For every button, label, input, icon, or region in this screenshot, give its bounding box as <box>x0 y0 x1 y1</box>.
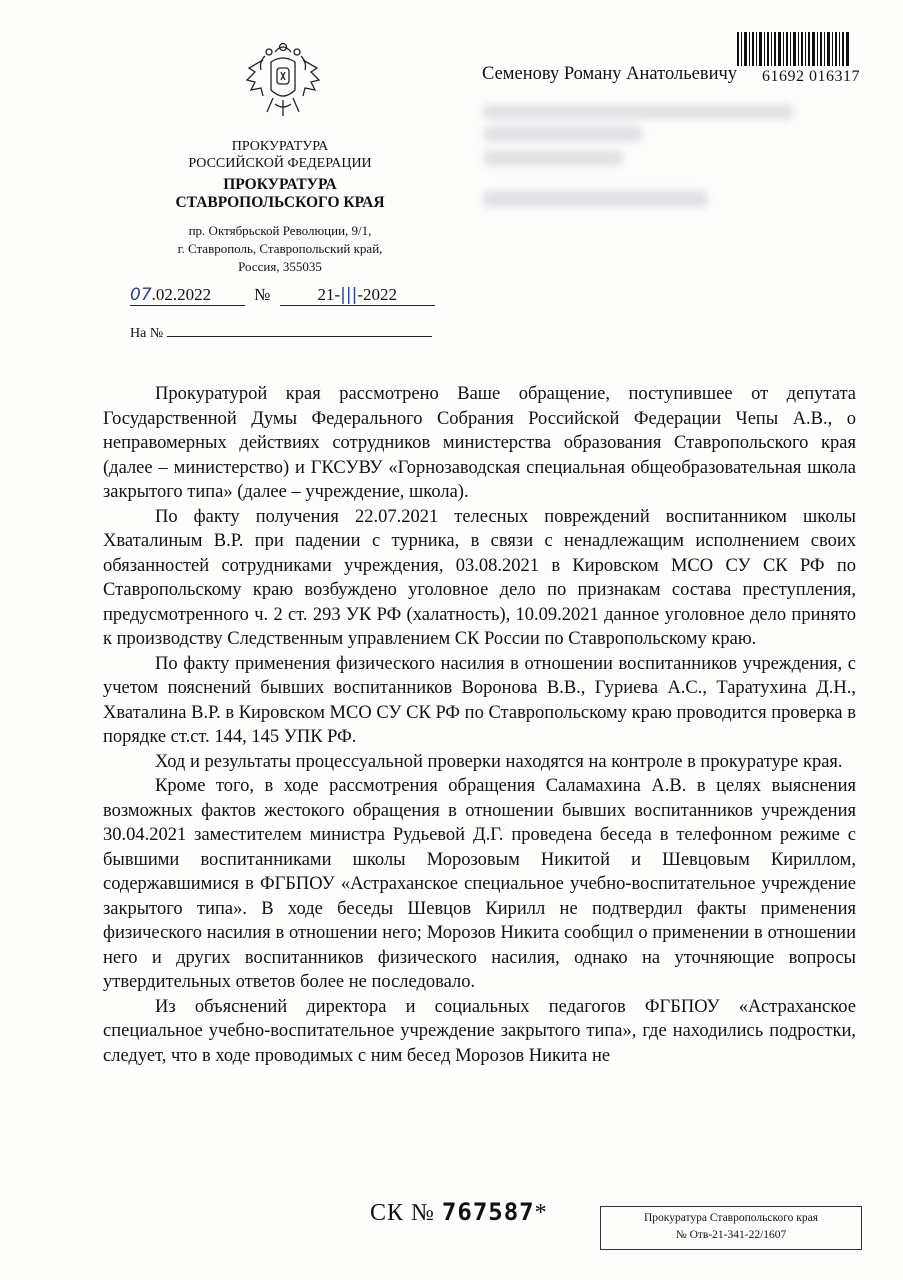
ck-label: СК № <box>370 1200 435 1226</box>
barcode-number: 61692 016317 <box>762 68 860 85</box>
agency-line2: РОССИЙСКОЙ ФЕДЕРАЦИИ <box>188 156 372 171</box>
number-handwritten: ||| <box>340 285 358 305</box>
registration-line <box>130 285 460 306</box>
number-suffix: -2022 <box>357 285 398 304</box>
ck-star: * <box>534 1200 548 1226</box>
stamp-line2: № Отв-21-341-22/1607 <box>675 1229 787 1241</box>
reply-blank <box>167 322 432 337</box>
office-name <box>150 176 410 212</box>
date-handwritten: 07 <box>130 285 152 305</box>
stamp-line1: Прокуратура Ставропольского края <box>644 1212 818 1224</box>
registration-date <box>130 285 245 306</box>
agency-name <box>150 138 410 172</box>
ck-serial <box>370 1198 548 1227</box>
ck-number: 767587 <box>441 1198 535 1226</box>
date-printed: .02.2022 <box>151 285 212 304</box>
redacted-address-line2 <box>483 126 643 142</box>
number-label: № <box>254 285 271 304</box>
reply-to-line <box>130 322 440 342</box>
reply-label: На № <box>130 326 164 341</box>
body-paragraph: Ход и результаты процессуальной проверки находятся на контроле в прокуратуре края. <box>155 751 843 772</box>
office-line2: СТАВРОПОЛЬСКОГО КРАЯ <box>175 194 385 211</box>
body-paragraph: Прокуратурой края рассмотрено Ваше обращение, поступившее от депутата Государственной Думы Федерального Собрания Российской Федерации Чепы А.В., о неправомерных действиях сотрудников министерства образования Ставропольского края (далее – министерство) и ГКСУВУ «Горнозаводская специальная общеобразовательная школа закрытого типа» (далее – учреждение, школа). <box>103 384 856 502</box>
number-printed: 21- <box>317 285 341 304</box>
address-line1: пр. Октябрьской Революции, 9/1, <box>188 223 372 238</box>
agency-line1: ПРОКУРАТУРА <box>231 139 329 154</box>
barcode <box>735 32 853 70</box>
redacted-address-line4 <box>483 190 708 208</box>
office-address <box>150 222 410 276</box>
registration-number <box>280 285 435 306</box>
body-paragraph: Из объяснений директора и социальных педагогов ФГБПОУ «Астраханское специальное учебно-воспитательное учреждение закрытого типа», где находились подростки, следует, что в ходе проводимых с ним бесед Морозов Никита не <box>103 996 856 1066</box>
redacted-address-line1 <box>483 104 793 120</box>
outgoing-stamp <box>600 1206 862 1250</box>
letter-body <box>103 382 856 1068</box>
address-line2: г. Ставрополь, Ставропольский край, <box>177 241 383 256</box>
coat-of-arms-emblem <box>245 38 321 120</box>
body-paragraph: По факту получения 22.07.2021 телесных повреждений воспитанником школы Хваталиным В.Р. при падении с турника, в связи с ненадлежащим исполнением своих обязанностей сотрудниками учреждения, 03.08.2021 в Кировском МСО СУ СК РФ по Ставропольскому краю возбуждено уголовное дело по признакам состава преступления, предусмотренного ч. 2 ст. 293 УК РФ (халатность), 10.09.2021 данное уголовное дело принято к производству Следственным управлением СК России по Ставропольскому краю. <box>103 506 856 649</box>
recipient-name: Семенову Роману Анатольевичу <box>482 64 738 84</box>
body-paragraph: Кроме того, в ходе рассмотрения обращения Саламахина А.В. в целях выяснения возможных фактов жестокого обращения в отношении бывших воспитанников учреждения 30.04.2021 заместителем министра Рудьевой Д.Г. проведена беседа в телефонном режиме с бывшими воспитанниками школы Морозовым Никитой и Шевцовым Кириллом, содержавшимися в ФГБПОУ «Астраханское специальное учебно-воспитательное учреждение закрытого типа». В ходе беседы Шевцов Кирилл не подтвердил факты применения физического насилия в отношении него; Морозов Никита сообщил о применении в отношении него и других воспитанников физического насилия, однако на уточняющие вопросы утвердительных ответов более не последовало. <box>103 776 856 992</box>
redacted-address-line3 <box>483 150 623 166</box>
body-paragraph: По факту применения физического насилия в отношении воспитанников учреждения, с учетом пояснений бывших воспитанников Воронова В.В., Гуриева А.С., Таратухина Д.Н., Хваталина В.Р. в Кировском МСО СУ СК РФ по Ставропольскому краю проводится проверка в порядке ст.ст. 144, 145 УПК РФ. <box>103 653 856 747</box>
address-line3: Россия, 355035 <box>238 259 322 274</box>
office-line1: ПРОКУРАТУРА <box>223 176 337 193</box>
